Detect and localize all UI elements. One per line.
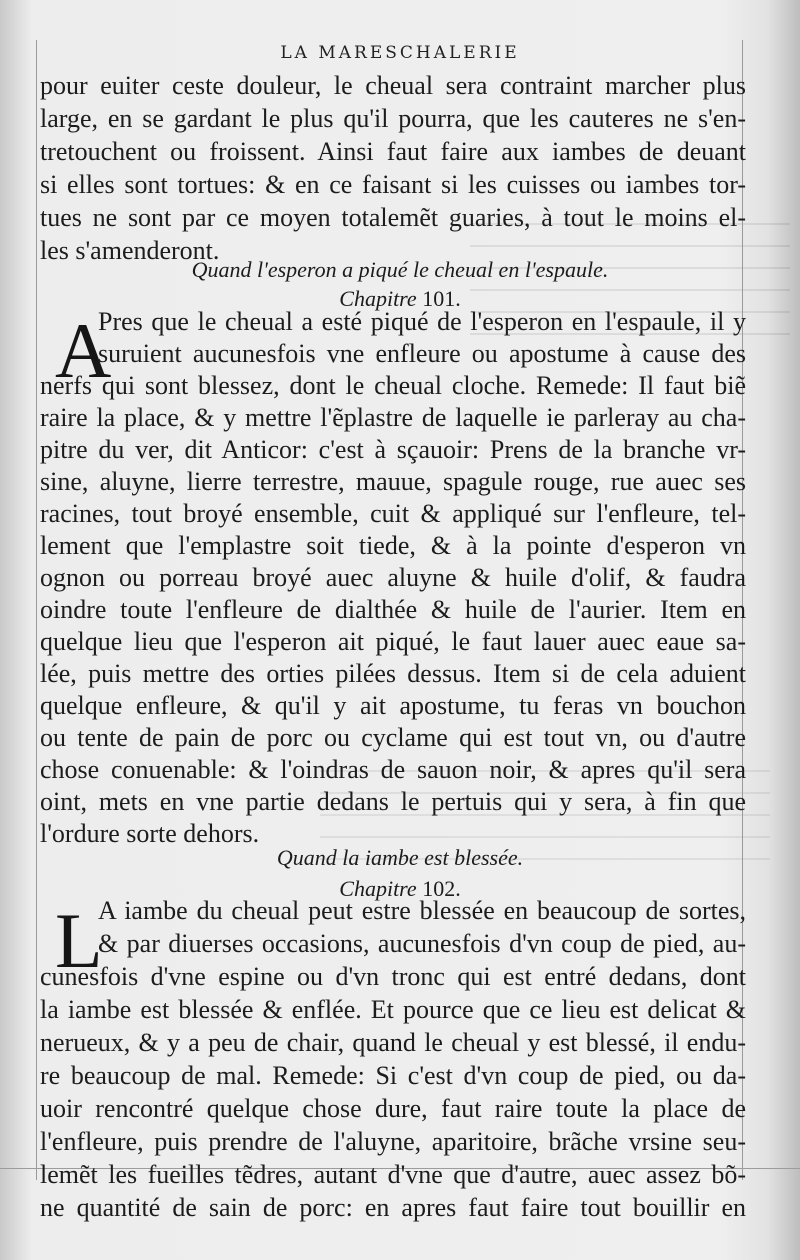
- text-line: & par diuerses occasions, aucunesfois d'vn coup de pied, au-: [98, 929, 746, 958]
- text-line: oint, mets en vne partie dedans le pertuis qui y sera, à fin que: [40, 787, 746, 816]
- chapter-number-value: 102.: [422, 876, 461, 901]
- text-line: ognon ou porreau broyé auec aluyne & huile d'olif, & faudra: [40, 563, 746, 592]
- text-line: ne quantité de sain de porc: en apres faut faire tout bouillir en: [40, 1193, 746, 1222]
- text-line: nerfs qui sont blessez, dont le cheual cloche. Remede: Il faut biẽ: [40, 371, 746, 400]
- drop-capital: L: [55, 897, 103, 984]
- text-line: Pres que le cheual a esté piqué de l'esperon en l'espaule, il y: [98, 307, 746, 336]
- text-line: pitre du ver, dit Anticor: c'est à sçauoir: Prens de la branche vr-: [40, 435, 746, 464]
- text-line: large, en se gardant le plus qu'il pourra, que les cauteres ne s'en-: [40, 104, 746, 133]
- chapter-number-value: 101.: [422, 286, 461, 311]
- text-line: tretouchent ou froissent. Ainsi faut faire aux iambes de deuant: [40, 137, 746, 166]
- text-line: lement que l'emplastre soit tiede, & à la pointe d'esperon vn: [40, 531, 746, 560]
- text-line: les s'amenderont.: [40, 236, 220, 265]
- drop-capital: A: [55, 307, 112, 394]
- text-line: l'ordure sorte dehors.: [40, 819, 260, 848]
- text-line: chose conuenable: & l'oindras de sauon noir, & apres qu'il sera: [40, 755, 746, 784]
- section-heading: Quand l'esperon a piqué le cheual en l'espaule.: [191, 257, 609, 282]
- text-line: re beaucoup de mal. Remede: Si c'est d'vn coup de pied, ou da-: [40, 1061, 746, 1090]
- text-line: suruient aucunesfois vne enfleure ou apostume à cause des: [98, 339, 746, 368]
- section-heading: Quand la iambe est blessée.: [276, 845, 524, 870]
- text-line: raire la place, & y mettre l'ẽplastre de laquelle ie parleray au cha-: [40, 403, 746, 432]
- text-line: lée, puis mettre des orties pilées dessus. Item si de cela aduient: [40, 659, 746, 688]
- text-line: racines, tout broyé ensemble, cuit & appliqué sur l'enfleure, tel-: [40, 499, 746, 528]
- running-head: LA MARESCHALERIE: [280, 43, 520, 63]
- text-line: si elles sont tortues: & en ce faisant si les cuisses ou iambes tor-: [40, 170, 746, 199]
- text-line: cunesfois d'vne espine ou d'vn tronc qui est entré dedans, dont: [40, 962, 746, 991]
- text-line: A iambe du cheual peut estre blessée en beaucoup de sortes,: [98, 896, 746, 925]
- text-line: l'enfleure, puis prendre de l'aluyne, aparitoire, brãche vrsine seu-: [40, 1127, 746, 1156]
- text-line: pour euiter ceste douleur, le cheual sera contraint marcher plus: [40, 71, 746, 100]
- text-line: lemẽt les fueilles tẽdres, autant d'vne que d'autre, auec assez bõ-: [40, 1160, 746, 1189]
- text-line: la iambe est blessée & enflée. Et pource que ce lieu est delicat &: [40, 995, 746, 1024]
- chapter-label: Chapitre: [339, 876, 417, 901]
- chapter-label: Chapitre: [339, 286, 417, 311]
- text-line: quelque enfleure, & qu'il y ait apostume, tu feras vn bouchon: [40, 691, 746, 720]
- text-line: nerueux, & y a peu de chair, quand le cheual y est blessé, il endu-: [40, 1028, 746, 1057]
- text-line: uoir rencontré quelque chose dure, faut raire toute la place de: [40, 1094, 746, 1123]
- text-line: quelque lieu que l'esperon ait piqué, le faut lauer auec eaue sa-: [40, 627, 746, 656]
- text-line: sine, aluyne, lierre terrestre, mauue, spagule rouge, rue auec ses: [40, 467, 746, 496]
- text-line: tues ne sont par ce moyen totalemẽt guaries, à tout le moins el-: [40, 203, 746, 232]
- text-line: oindre toute l'enfleure de dialthée & huile de l'aurier. Item en: [40, 595, 746, 624]
- margin-rule-left: [36, 40, 37, 1180]
- text-line: ou tente de pain de porc ou cyclame qui est tout vn, ou d'autre: [40, 723, 746, 752]
